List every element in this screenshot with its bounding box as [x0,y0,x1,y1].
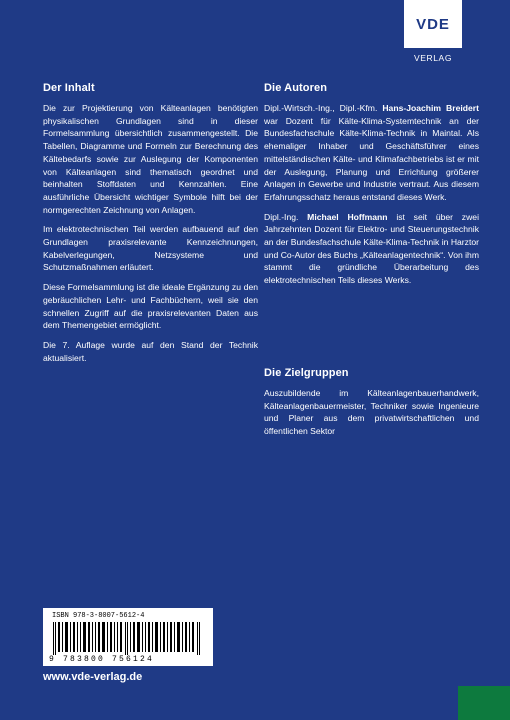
author-1-title: Dipl.-Wirtsch.-Ing., Dipl.-Kfm. [264,103,383,113]
isbn-label: ISBN 978-3-8007-5612-4 [52,612,145,620]
verlag-label: VERLAG [413,53,453,63]
author-1-text: war Dozent für Kälte-Klima-Systemtechnik an der Bundesfachschule Kälte-Klima-Technik in Maintal. Als ehemaliger Inhaber und Geschäftsführer eines mittelständischen Kälte- und Klimafachbetriebs ist er mit der Auslegung, Planung und Errichtung größerer Anlagen in Gewerbe und Industrie vertraut. Aus diesem Erfahrungsschatz heraus entstand dieses Werk. [264,115,479,202]
author-2-paragraph [264,211,479,287]
vde-logo [404,0,462,48]
barcode-image [49,622,207,655]
barcode-digits: 9 783800 756124 [49,655,155,664]
inhalt-paragraph-3: Diese Formelsammlung ist die ideale Ergänzung zu den gebräuchlichen Lehr- und Fachbüchern, weil sie den schnellen Zugriff auf die praxisrelevanten Daten aus dem Themengebiet ermöglicht. [43,282,258,331]
author-2-title: Dipl.-Ing. [264,211,308,222]
inhalt-paragraph-2: Im elektrotechnischen Teil werden aufbauend auf den Grundlagen praxisrelevante Kennzeichnungen, Kabelverlegungen, Netzsysteme und Schutzmaßnahmen erläutert. [43,224,258,273]
heading-inhalt: Der Inhalt [43,82,95,94]
logo-text: VDE [416,15,450,33]
heading-autoren: Die Autoren [264,82,328,94]
author-2-name: Michael Hoffmann [307,211,388,222]
inhalt-paragraph-1: Die zur Projektierung von Kälteanlagen benötigten physikalischen Grundlagen sind in dieser Formelsammlung übersichtlich zusammengestellt. Die Tabellen, Diagramme und Formeln zur Berechnung des Kältebedarfs sowie zur Auslegung der Komponenten von Kälteanlagen sind thematisch geordnet und beinhalten Stoffdaten und Kennzahlen. Eine ausführliche Übersicht wichtiger Symbole hilft bei der normgerechten Zeichnung von Anlagen. [43,103,258,215]
zielgruppen-text: Auszubildende im Kälteanlagenbauerhandwerk, Kälteanlagenbauermeister, Techniker sowie Ingenieure und Planer aus dem privatwirtschaftlichen und öffentlichen Sektor [264,388,479,437]
section-zielgruppen [264,367,479,445]
section-autoren [264,82,479,294]
section-inhalt [43,82,258,371]
green-corner-block [458,686,510,720]
publisher-url[interactable]: www.vde-verlag.de [43,671,143,683]
author-1-name: Hans-Joachim Breidert [382,103,479,113]
author-1-paragraph [264,102,479,204]
author-2-text: ist seit über zwei Jahrzehnten Dozent für Elektro- und Steuerungstechnik an der Bundesfachschule Kälte-Klima-Technik in Harztor und Co-Autor des Buchs „Kälteanlagentechnik“. Von ihm stammt die gründliche Überarbeitung des elektrotechnischen Teils dieses Werks. [264,211,479,286]
heading-zielgruppen: Die Zielgruppen [264,367,349,379]
inhalt-paragraph-4: Die 7. Auflage wurde auf den Stand der Technik aktualisiert. [43,339,258,363]
barcode-box [43,608,213,666]
